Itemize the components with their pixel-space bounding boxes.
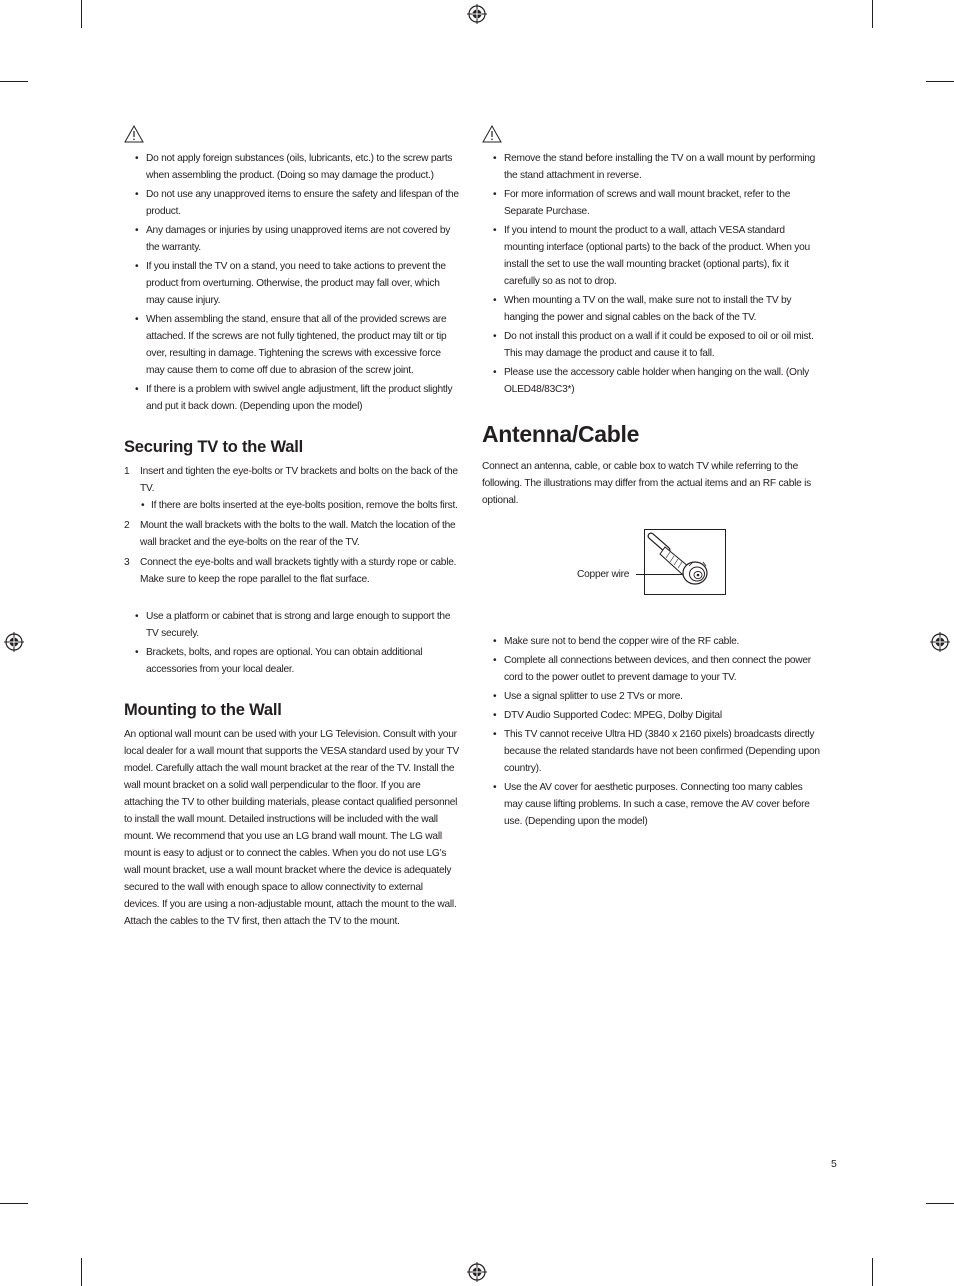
list-item: • If you install the TV on a stand, you need to take actions to prevent the product from overturning. Otherwise, the product may fall over, which may cause injury. — [124, 258, 460, 309]
crop-mark — [926, 1203, 954, 1204]
crop-mark — [0, 1203, 28, 1204]
list-item: • Do not apply foreign substances (oils, lubricants, etc.) to the screw parts when assembling the product. (Doing so may damage the product.) — [124, 150, 460, 184]
antenna-intro: Connect an antenna, cable, or cable box to watch TV while referring to the following. The illustrations may differ from the actual items and an RF cable is optional. — [482, 461, 811, 506]
crop-mark — [81, 0, 82, 28]
registration-mark-icon — [930, 632, 950, 652]
step-text: Connect the eye-bolts and wall brackets tightly with a sturdy rope or cable. Make sure to keep the rope parallel to the flat surface. — [140, 557, 457, 585]
crop-mark — [926, 81, 954, 82]
crop-mark — [872, 0, 873, 28]
page-number: 5 — [831, 1158, 837, 1170]
step-item — [124, 554, 460, 588]
list-item: • If there are bolts inserted at the eye-bolts position, remove the bolts first. — [140, 497, 460, 514]
list-item: • Do not install this product on a wall if it could be exposed to oil or oil mist. This may damage the product and cause it to fall. — [482, 328, 822, 362]
warning-triangle-icon — [124, 124, 144, 144]
left-column — [124, 124, 460, 930]
step-sub-list — [140, 497, 460, 514]
step-number: 3 — [124, 557, 130, 568]
crop-mark — [872, 1258, 873, 1286]
list-item: • When assembling the stand, ensure that all of the provided screws are attached. If the screws are not fully tightened, the product may tilt or tip over, resulting in damage. Tightening the screws with excessive force may cause them to come off due to abrasion of the screw joint. — [124, 311, 460, 379]
securing-steps — [124, 463, 460, 588]
crop-mark — [81, 1258, 82, 1286]
caution-list — [124, 150, 460, 415]
section-heading-securing: Securing TV to the Wall — [124, 438, 304, 456]
antenna-notes — [482, 633, 822, 830]
list-item: • This TV cannot receive Ultra HD (3840 x 2160 pixels) broadcasts directly because the related standards have not been confirmed (Depending upon country). — [482, 726, 822, 777]
caution-list — [482, 150, 822, 398]
list-item: • DTV Audio Supported Codec: MPEG, Dolby Digital — [482, 707, 822, 724]
step-item — [124, 463, 460, 514]
list-item: • Use a signal splitter to use 2 TVs or more. — [482, 688, 822, 705]
step-number: 2 — [124, 520, 130, 531]
list-item: • Use the AV cover for aesthetic purposes. Connecting too many cables may cause lifting problems. In such a case, remove the AV cover before use. (Depending upon the model) — [482, 779, 822, 830]
list-item: • Do not use any unapproved items to ensure the safety and lifespan of the product. — [124, 186, 460, 220]
list-item: • If you intend to mount the product to a wall, attach VESA standard mounting interface (optional parts) to the back of the product. When you install the set to use the wall mounting bracket (optional parts), fix it carefully so as not to drop. — [482, 222, 822, 290]
list-item: • Remove the stand before installing the TV on a wall mount by performing the stand attachment in reverse. — [482, 150, 822, 184]
crop-mark — [0, 81, 28, 82]
registration-mark-icon — [467, 4, 487, 24]
list-item: • Use a platform or cabinet that is strong and large enough to support the TV securely. — [124, 608, 460, 642]
mounting-body: An optional wall mount can be used with your LG Television. Consult with your local dealer for a wall mount that supports the VESA standard used by your TV model. Carefully attach the wall mount bracket at the rear of the TV. Install the wall mount bracket on a solid wall perpendicular to the floor. If you are attaching the TV to other building materials, please contact qualified personnel to install the wall mount. Detailed instructions will be included with the wall mount. We recommend that you use an LG brand wall mount. The LG wall mount is easy to adjust or to connect the cables. When you do not use LG’s wall mount bracket, use a wall mount bracket where the device is adequately secured to the wall with enough space to allow connectivity to external devices. If you are using a non-adjustable mount, attach the mount to the wall. Attach the cables to the TV first, then attach the TV to the mount. — [124, 729, 460, 927]
step-item — [124, 517, 460, 551]
list-item: • For more information of screws and wall mount bracket, refer to the Separate Purchase. — [482, 186, 822, 220]
step-text: Insert and tighten the eye-bolts or TV brackets and bolts on the back of the TV. — [140, 466, 458, 494]
rf-cable-connector-icon — [645, 530, 725, 594]
list-item: • If there is a problem with swivel angle adjustment, lift the product slightly and put it back down. (Depending upon the model) — [124, 381, 460, 415]
list-item: • When mounting a TV on the wall, make sure not to install the TV by hanging the power and signal cables on the back of the TV. — [482, 292, 822, 326]
step-text: Mount the wall brackets with the bolts to the wall. Match the location of the wall bracket and the eye-bolts on the rear of the TV. — [140, 520, 456, 548]
list-item: • Make sure not to bend the copper wire of the RF cable. — [482, 633, 822, 650]
figure-label: Copper wire — [577, 569, 630, 580]
step-number: 1 — [124, 466, 130, 477]
right-column — [482, 124, 822, 832]
list-item: • Brackets, bolts, and ropes are optional. You can obtain additional accessories from your local dealer. — [124, 644, 460, 678]
rf-cable-figure — [482, 529, 822, 611]
section-heading-mounting: Mounting to the Wall — [124, 701, 282, 719]
figure-frame — [644, 529, 726, 595]
list-item: • Complete all connections between devices, and then connect the power cord to the power outlet to prevent damage to your TV. — [482, 652, 822, 686]
section-heading-antenna: Antenna/Cable — [482, 421, 640, 447]
registration-mark-icon — [467, 1262, 487, 1282]
securing-notes — [124, 608, 460, 678]
registration-mark-icon — [4, 632, 24, 652]
list-item: • Any damages or injuries by using unapproved items are not covered by the warranty. — [124, 222, 460, 256]
list-item: • Please use the accessory cable holder when hanging on the wall. (Only OLED48/83C3*) — [482, 364, 822, 398]
warning-triangle-icon — [482, 124, 502, 144]
